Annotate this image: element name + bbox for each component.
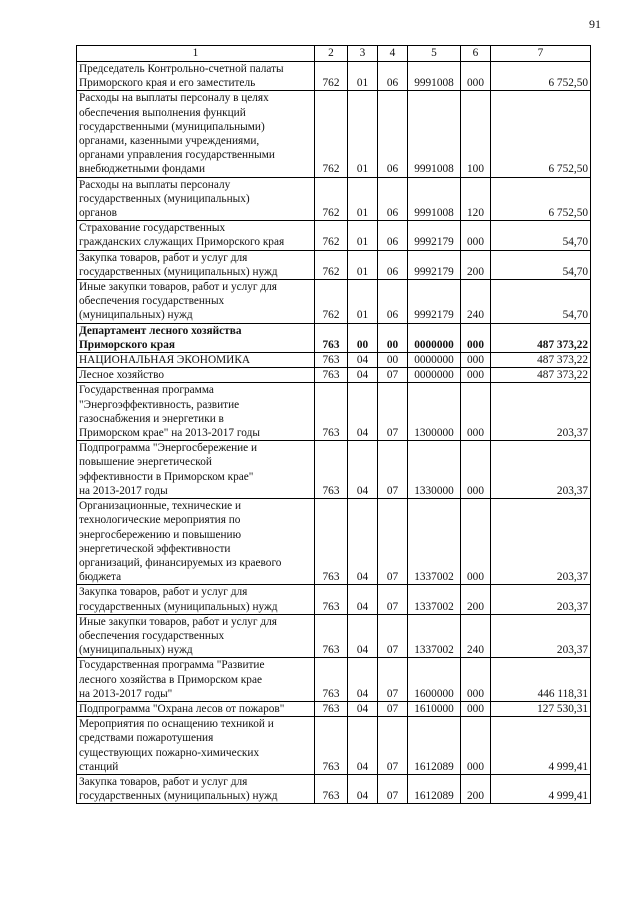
gr-code-cell: 763 — [315, 658, 348, 702]
table-row — [77, 774, 591, 803]
gr-code-cell: 763 — [315, 717, 348, 775]
table-row — [77, 383, 591, 441]
section-code-cell: 04 — [348, 774, 378, 803]
expense-type-code-cell: 000 — [461, 323, 491, 352]
table-row — [77, 323, 591, 352]
gr-code-cell: 763 — [315, 441, 348, 499]
target-item-code-cell: 1612089 — [408, 774, 461, 803]
table-body — [77, 62, 591, 804]
subsection-code-cell: 06 — [378, 250, 408, 279]
column-header: 3 — [348, 46, 378, 62]
section-code-cell: 01 — [348, 91, 378, 177]
subsection-code-cell: 07 — [378, 585, 408, 614]
amount-cell: 203,37 — [491, 614, 591, 658]
target-item-code-cell: 1337002 — [408, 614, 461, 658]
row-name-cell: Мероприятия по оснащению техникой и средствами пожаротушения существующих пожарно-химических станций — [77, 717, 315, 775]
section-code-cell: 04 — [348, 499, 378, 585]
row-name-cell: Организационные, технические и технологические мероприятия по энергосбережению и повышению энергетической эффективности организаций, финансируемых из краевого бюджета — [77, 499, 315, 585]
table-row — [77, 658, 591, 702]
table-row — [77, 353, 591, 368]
gr-code-cell: 763 — [315, 383, 348, 441]
target-item-code-cell: 9992179 — [408, 250, 461, 279]
column-header: 7 — [491, 46, 591, 62]
column-number-row — [77, 46, 591, 62]
table-row — [77, 280, 591, 324]
table-row — [77, 91, 591, 177]
row-name-cell: Подпрограмма "Охрана лесов от пожаров" — [77, 701, 315, 716]
section-code-cell: 04 — [348, 368, 378, 383]
expense-type-code-cell: 000 — [461, 441, 491, 499]
gr-code-cell: 762 — [315, 62, 348, 91]
target-item-code-cell: 1300000 — [408, 383, 461, 441]
gr-code-cell: 763 — [315, 614, 348, 658]
row-name-cell: Подпрограмма "Энергосбережение и повышение энергетической эффективности в Приморском крае" на 2013-2017 годы — [77, 441, 315, 499]
row-name-cell: Расходы на выплаты персоналу в целях обеспечения выполнения функций государственными (муниципальными) органами, казенными учреждениями, органами управления государственными внебюджетными фондами — [77, 91, 315, 177]
subsection-code-cell: 06 — [378, 62, 408, 91]
table-row — [77, 441, 591, 499]
target-item-code-cell: 1337002 — [408, 499, 461, 585]
amount-cell: 6 752,50 — [491, 177, 591, 221]
gr-code-cell: 763 — [315, 368, 348, 383]
gr-code-cell: 763 — [315, 774, 348, 803]
subsection-code-cell: 07 — [378, 774, 408, 803]
amount-cell: 127 530,31 — [491, 701, 591, 716]
subsection-code-cell: 06 — [378, 91, 408, 177]
gr-code-cell: 763 — [315, 499, 348, 585]
row-name-cell: Иные закупки товаров, работ и услуг для обеспечения государственных (муниципальных) нужд — [77, 614, 315, 658]
expense-type-code-cell: 000 — [461, 499, 491, 585]
section-code-cell: 04 — [348, 701, 378, 716]
amount-cell: 4 999,41 — [491, 717, 591, 775]
column-header: 4 — [378, 46, 408, 62]
target-item-code-cell: 1610000 — [408, 701, 461, 716]
subsection-code-cell: 07 — [378, 441, 408, 499]
subsection-code-cell: 00 — [378, 323, 408, 352]
table-row — [77, 62, 591, 91]
expense-type-code-cell: 000 — [461, 368, 491, 383]
gr-code-cell: 762 — [315, 177, 348, 221]
expense-type-code-cell: 000 — [461, 717, 491, 775]
section-code-cell: 04 — [348, 383, 378, 441]
gr-code-cell: 763 — [315, 701, 348, 716]
amount-cell: 203,37 — [491, 383, 591, 441]
column-header: 1 — [77, 46, 315, 62]
expense-type-code-cell: 000 — [461, 701, 491, 716]
expense-type-code-cell: 120 — [461, 177, 491, 221]
target-item-code-cell: 1330000 — [408, 441, 461, 499]
target-item-code-cell: 1337002 — [408, 585, 461, 614]
expense-type-code-cell: 000 — [461, 62, 491, 91]
amount-cell: 4 999,41 — [491, 774, 591, 803]
subsection-code-cell: 07 — [378, 383, 408, 441]
gr-code-cell: 762 — [315, 280, 348, 324]
target-item-code-cell: 9991008 — [408, 91, 461, 177]
section-code-cell: 04 — [348, 614, 378, 658]
row-name-cell: Закупка товаров, работ и услуг для государственных (муниципальных) нужд — [77, 774, 315, 803]
section-code-cell: 01 — [348, 177, 378, 221]
subsection-code-cell: 00 — [378, 353, 408, 368]
gr-code-cell: 762 — [315, 250, 348, 279]
table-row — [77, 177, 591, 221]
target-item-code-cell: 0000000 — [408, 368, 461, 383]
target-item-code-cell: 1600000 — [408, 658, 461, 702]
row-name-cell: Департамент лесного хозяйства Приморского края — [77, 323, 315, 352]
section-code-cell: 01 — [348, 250, 378, 279]
amount-cell: 54,70 — [491, 250, 591, 279]
amount-cell: 203,37 — [491, 441, 591, 499]
section-code-cell: 04 — [348, 441, 378, 499]
table-row — [77, 221, 591, 250]
table-row — [77, 585, 591, 614]
expense-type-code-cell: 200 — [461, 250, 491, 279]
gr-code-cell: 763 — [315, 323, 348, 352]
target-item-code-cell: 0000000 — [408, 323, 461, 352]
table-row — [77, 614, 591, 658]
column-header: 6 — [461, 46, 491, 62]
table-row — [77, 701, 591, 716]
expense-type-code-cell: 000 — [461, 383, 491, 441]
row-name-cell: Закупка товаров, работ и услуг для государственных (муниципальных) нужд — [77, 585, 315, 614]
target-item-code-cell: 9991008 — [408, 177, 461, 221]
amount-cell: 203,37 — [491, 499, 591, 585]
expense-type-code-cell: 000 — [461, 658, 491, 702]
row-name-cell: Лесное хозяйство — [77, 368, 315, 383]
subsection-code-cell: 07 — [378, 499, 408, 585]
expense-type-code-cell: 000 — [461, 353, 491, 368]
gr-code-cell: 763 — [315, 585, 348, 614]
amount-cell: 203,37 — [491, 585, 591, 614]
section-code-cell: 04 — [348, 353, 378, 368]
section-code-cell: 00 — [348, 323, 378, 352]
expense-type-code-cell: 100 — [461, 91, 491, 177]
table-row — [77, 368, 591, 383]
amount-cell: 487 373,22 — [491, 323, 591, 352]
expense-type-code-cell: 240 — [461, 614, 491, 658]
subsection-code-cell: 07 — [378, 658, 408, 702]
expense-type-code-cell: 240 — [461, 280, 491, 324]
row-name-cell: Государственная программа "Развитие лесного хозяйства в Приморском крае на 2013-2017 годы" — [77, 658, 315, 702]
amount-cell: 487 373,22 — [491, 353, 591, 368]
amount-cell: 6 752,50 — [491, 62, 591, 91]
row-name-cell: Закупка товаров, работ и услуг для государственных (муниципальных) нужд — [77, 250, 315, 279]
row-name-cell: Страхование государственных гражданских служащих Приморского края — [77, 221, 315, 250]
section-code-cell: 01 — [348, 221, 378, 250]
section-code-cell: 04 — [348, 717, 378, 775]
amount-cell: 487 373,22 — [491, 368, 591, 383]
budget-table — [76, 45, 591, 804]
section-code-cell: 01 — [348, 62, 378, 91]
amount-cell: 6 752,50 — [491, 91, 591, 177]
subsection-code-cell: 07 — [378, 614, 408, 658]
amount-cell: 54,70 — [491, 280, 591, 324]
expense-type-code-cell: 200 — [461, 585, 491, 614]
target-item-code-cell: 9992179 — [408, 280, 461, 324]
subsection-code-cell: 06 — [378, 280, 408, 324]
subsection-code-cell: 06 — [378, 221, 408, 250]
row-name-cell: НАЦИОНАЛЬНАЯ ЭКОНОМИКА — [77, 353, 315, 368]
amount-cell: 446 118,31 — [491, 658, 591, 702]
subsection-code-cell: 07 — [378, 701, 408, 716]
gr-code-cell: 762 — [315, 91, 348, 177]
column-header: 2 — [315, 46, 348, 62]
table-row — [77, 717, 591, 775]
target-item-code-cell: 9991008 — [408, 62, 461, 91]
gr-code-cell: 762 — [315, 221, 348, 250]
target-item-code-cell: 1612089 — [408, 717, 461, 775]
section-code-cell: 04 — [348, 585, 378, 614]
page-number: 91 — [589, 17, 601, 31]
row-name-cell: Расходы на выплаты персоналу государственных (муниципальных) органов — [77, 177, 315, 221]
expense-type-code-cell: 000 — [461, 221, 491, 250]
target-item-code-cell: 0000000 — [408, 353, 461, 368]
table-row — [77, 250, 591, 279]
table-row — [77, 499, 591, 585]
column-header: 5 — [408, 46, 461, 62]
row-name-cell: Государственная программа "Энергоэффективность, развитие газоснабжения и энергетики в Приморском крае" на 2013-2017 годы — [77, 383, 315, 441]
section-code-cell: 04 — [348, 658, 378, 702]
row-name-cell: Председатель Контрольно-счетной палаты Приморского края и его заместитель — [77, 62, 315, 91]
subsection-code-cell: 06 — [378, 177, 408, 221]
subsection-code-cell: 07 — [378, 368, 408, 383]
subsection-code-cell: 07 — [378, 717, 408, 775]
section-code-cell: 01 — [348, 280, 378, 324]
target-item-code-cell: 9992179 — [408, 221, 461, 250]
amount-cell: 54,70 — [491, 221, 591, 250]
gr-code-cell: 763 — [315, 353, 348, 368]
row-name-cell: Иные закупки товаров, работ и услуг для обеспечения государственных (муниципальных) нужд — [77, 280, 315, 324]
expense-type-code-cell: 200 — [461, 774, 491, 803]
